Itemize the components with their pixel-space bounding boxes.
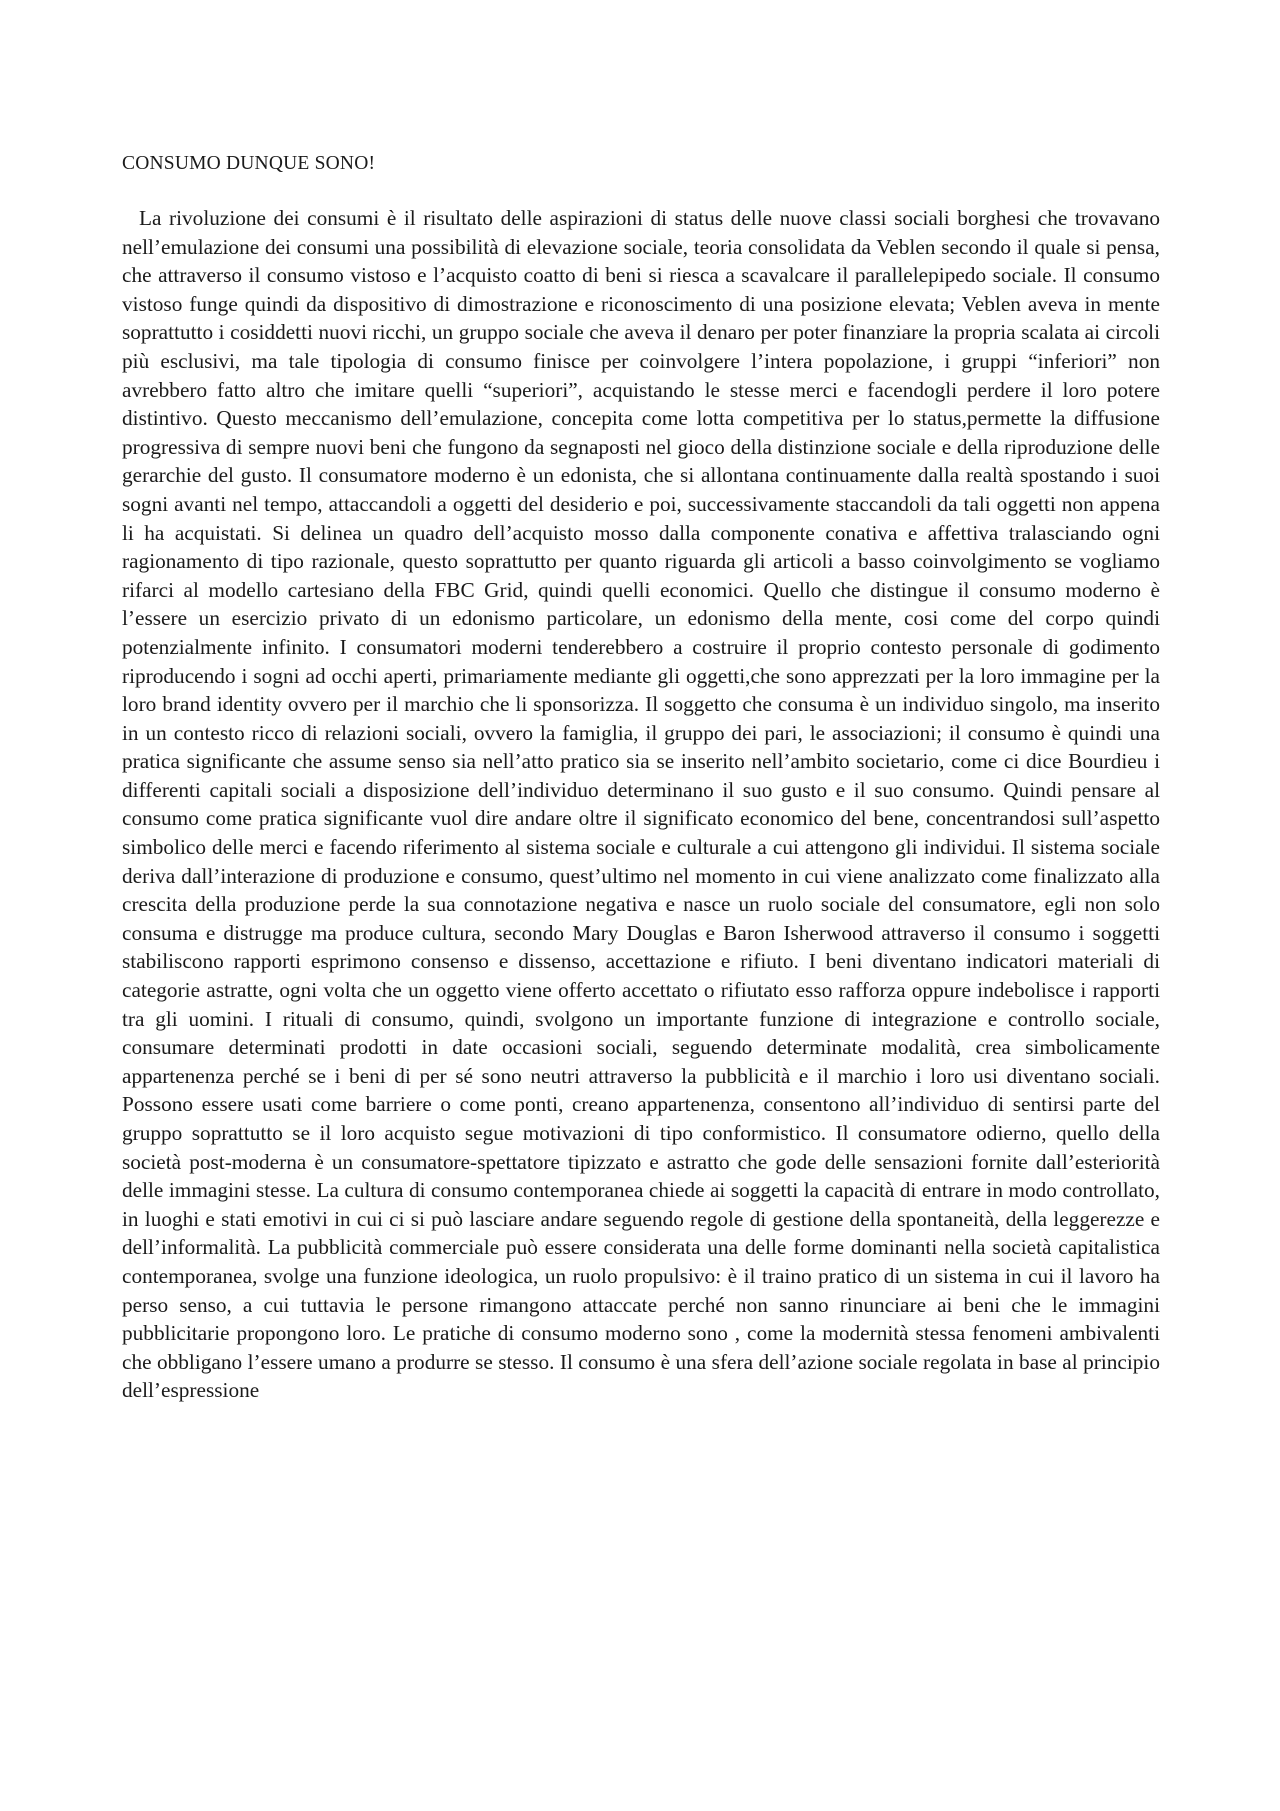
document-content bbox=[122, 152, 1160, 1405]
body-paragraph: La rivoluzione dei consumi è il risultato delle aspirazioni di status delle nuove classi sociali borghesi che trovavano nell’emulazione dei consumi una possibilità di elevazione sociale, teoria consolidata da Veblen secondo il quale si pensa, che attraverso il consumo vistoso e l’acquisto coatto di beni si riesca a scavalcare il parallelepipedo sociale. Il consumo vistoso funge quindi da dispositivo di dimostrazione e riconoscimento di una posizione elevata; Veblen aveva in mente soprattutto i cosiddetti nuovi ricchi, un gruppo sociale che aveva il denaro per poter finanziare la propria scalata ai circoli più esclusivi, ma tale tipologia di consumo finisce per coinvolgere l’intera popolazione, i gruppi “inferiori” non avrebbero fatto altro che imitare quelli “superiori”, acquistando le stesse merci e facendogli perdere il loro potere distintivo. Questo meccanismo dell’emulazione, concepita come lotta competitiva per lo status,permette la diffusione progressiva di sempre nuovi beni che fungono da segnaposti nel gioco della distinzione sociale e della riproduzione delle gerarchie del gusto. Il consumatore moderno è un edonista, che si allontana continuamente dalla realtà spostando i suoi sogni avanti nel tempo, attaccandoli a oggetti del desiderio e poi, successivamente staccandoli da tali oggetti non appena li ha acquistati. Si delinea un quadro dell’acquisto mosso dalla componente conativa e affettiva tralasciando ogni ragionamento di tipo razionale, questo soprattutto per quanto riguarda gli articoli a basso coinvolgimento se vogliamo rifarci al modello cartesiano della FBC Grid, quindi quelli economici. Quello che distingue il consumo moderno è l’essere un esercizio privato di un edonismo particolare, un edonismo della mente, cosi come del corpo quindi potenzialmente infinito. I consumatori moderni tenderebbero a costruire il proprio contesto personale di godimento riproducendo i sogni ad occhi aperti, primariamente mediante gli oggetti,che sono apprezzati per la loro immagine per la loro brand identity ovvero per il marchio che li sponsorizza. Il soggetto che consuma è un individuo singolo, ma inserito in un contesto ricco di relazioni sociali, ovvero la famiglia, il gruppo dei pari, le associazioni; il consumo è quindi una pratica significante che assume senso sia nell’atto pratico sia se inserito nell’ambito societario, come ci dice Bourdieu i differenti capitali sociali a disposizione dell’individuo determinano il suo gusto e il suo consumo. Quindi pensare al consumo come pratica significante vuol dire andare oltre il significato economico del bene, concentrandosi sull’aspetto simbolico delle merci e facendo riferimento al sistema sociale e culturale a cui attengono gli individui. Il sistema sociale deriva dall’interazione di produzione e consumo, quest’ultimo nel momento in cui viene analizzato come finalizzato alla crescita della produzione perde la sua connotazione negativa e nasce un ruolo sociale del consumatore, egli non solo consuma e distrugge ma produce cultura, secondo Mary Douglas e Baron Isherwood attraverso il consumo i soggetti stabiliscono rapporti esprimono consenso e dissenso, accettazione e rifiuto. I beni diventano indicatori materiali di categorie astratte, ogni volta che un oggetto viene offerto accettato o rifiutato esso rafforza oppure indebolisce i rapporti tra gli uomini. I rituali di consumo, quindi, svolgono un importante funzione di integrazione e controllo sociale, consumare determinati prodotti in date occasioni sociali, seguendo determinate modalità, crea simbolicamente appartenenza perché se i beni di per sé sono neutri attraverso la pubblicità e il marchio i loro usi diventano sociali. Possono essere usati come barriere o come ponti, creano appartenenza, consentono all’individuo di sentirsi parte del gruppo soprattutto se il loro acquisto segue motivazioni di tipo conformistico. Il consumatore odierno, quello della società post-moderna è un consumatore-spettatore tipizzato e astratto che gode delle sensazioni fornite dall’esteriorità delle immagini stesse. La cultura di consumo contemporanea chiede ai soggetti la capacità di entrare in modo controllato, in luoghi e stati emotivi in cui ci si può lasciare andare seguendo regole di gestione della spontaneità, della leggerezze e dell’informalità. La pubblicità commerciale può essere considerata una delle forme dominanti nella società capitalistica contemporanea, svolge una funzione ideologica, un ruolo propulsivo: è il traino pratico di un sistema in cui il lavoro ha perso senso, a cui tuttavia le persone rimangono attaccate perché non sanno rinunciare ai beni che le immagini pubblicitarie propongono loro. Le pratiche di consumo moderno sono , come la modernità stessa fenomeni ambivalenti che obbligano l’essere umano a produrre se stesso. Il consumo è una sfera dell’azione sociale regolata in base al principio dell’espressione bbox=[122, 206, 1160, 1403]
document-title: CONSUMO DUNQUE SONO! bbox=[122, 153, 376, 174]
